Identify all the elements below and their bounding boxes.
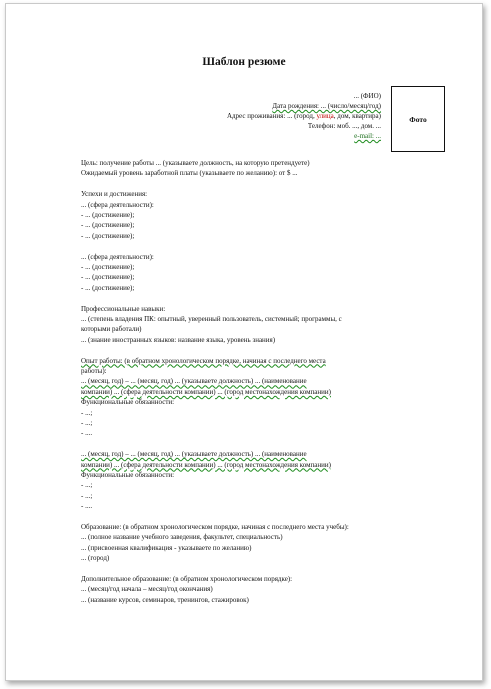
body-line	[81, 596, 451, 605]
body-line	[81, 336, 451, 345]
header-line	[126, 112, 381, 121]
body-line	[81, 377, 451, 386]
body-text: - ....	[81, 502, 93, 511]
body-text: - ... (достижение);	[81, 273, 135, 282]
body-text: - ... (достижение);	[81, 283, 135, 292]
body-line	[81, 575, 451, 584]
body-text: Успехи и достижения:	[81, 190, 148, 199]
body-line	[81, 533, 451, 542]
header-line	[126, 92, 381, 101]
body-line	[81, 419, 451, 428]
body-text: - ... (достижение);	[81, 263, 135, 271]
body-line	[81, 325, 451, 334]
body-line	[81, 315, 451, 324]
body-line	[81, 211, 451, 220]
body-line	[81, 305, 451, 314]
body-line	[81, 221, 451, 230]
photo-placeholder	[391, 86, 445, 152]
body-text: Функциональные обязанности:	[81, 471, 175, 479]
body-line	[81, 284, 451, 293]
body-line	[81, 585, 451, 594]
body-line	[81, 544, 451, 553]
header-text: ... (ФИО)	[353, 92, 381, 100]
body-text: Опыт работы: (в обратном хронологическом порядке, начиная с последнего места	[81, 356, 326, 365]
header-text: Адрес проживания: ... (город,	[226, 112, 317, 120]
header-line	[126, 122, 381, 131]
body-line	[81, 409, 451, 418]
body-text: Профессиональные навыки:	[81, 304, 166, 313]
body-text: - ...;	[81, 491, 93, 500]
body-line	[81, 159, 451, 168]
body-line	[81, 461, 451, 470]
body-line	[81, 388, 451, 397]
body-text: - ... (достижение);	[81, 211, 135, 219]
header-line	[126, 102, 381, 111]
body-text: - ... (достижение);	[81, 231, 135, 240]
body-text: ... (месяц, год) – ... (месяц, год) ... (указываете должность) ... (наименование	[81, 450, 307, 459]
body-line	[81, 502, 451, 511]
body-line	[81, 273, 451, 282]
body-text: ... (степень владения ПК: опытный, уверенный пользователь, системный; программы, с	[81, 315, 342, 323]
body-line	[81, 367, 451, 376]
body-text: ... (месяц, год) – ... (месяц, год) ... (указываете должность) ... (наименование	[81, 377, 307, 386]
body-line	[81, 169, 451, 178]
body-line	[81, 190, 451, 199]
body-text: работы):	[81, 367, 107, 375]
document-page	[5, 3, 483, 681]
header-text: улица	[316, 112, 334, 120]
body-text: которыми работали)	[81, 325, 142, 334]
body-line	[81, 554, 451, 563]
body-line	[81, 357, 451, 366]
body-line	[81, 481, 451, 490]
body-text: ... (название курсов, семинаров, тренингов, стажировок)	[81, 595, 249, 604]
body-text: ... (полное название учебного заведения, факультет, специальность)	[81, 533, 283, 542]
body-text: ... (сфера деятельности):	[81, 200, 154, 209]
body-text: Образование: (в обратном хронологическом порядке, начиная с последнего места учебы):	[81, 523, 349, 531]
body-text: - ...;	[81, 419, 93, 427]
header-text: , дом, квартира)	[333, 112, 381, 120]
body-line	[81, 398, 451, 407]
body-line	[81, 429, 451, 438]
body-text: - ...;	[81, 481, 93, 490]
body-text: Дополнительное образование: (в обратном хронологическом порядке):	[81, 575, 293, 583]
body-text: ... (месяц/год начала – месяц/год окончания)	[81, 585, 213, 594]
body-text: ... (знание иностранных языков: название языка, уровень знания)	[81, 335, 276, 344]
body-line	[81, 253, 451, 262]
body-line	[81, 471, 451, 480]
body-text: - ....	[81, 429, 93, 438]
body-text: - ... (достижение);	[81, 221, 135, 230]
body-line	[81, 232, 451, 241]
body-text: Ожидаемый уровень заработной платы (указываете по желанию): от $ ...	[81, 169, 298, 178]
header-line	[126, 132, 381, 141]
photo-label: Фото	[409, 114, 427, 124]
body-line	[81, 201, 451, 210]
body-text: компании) ... (сфера деятельности компании) ... (город местонахождения компании)	[81, 460, 331, 469]
body-text: Функциональные обязанности:	[81, 398, 175, 407]
body-line	[81, 492, 451, 501]
body-text: компании) ... (сфера деятельности компании) ... (город местонахождения компании)	[81, 387, 331, 396]
body-text: ... (город)	[81, 554, 110, 563]
body-line	[81, 263, 451, 272]
header-text: e-mail: ...	[354, 132, 381, 140]
document-title: Шаблон резюме	[202, 56, 286, 68]
body-line	[81, 450, 451, 459]
body-line	[81, 523, 451, 532]
body-text: ... (присвоенная квалификация - указываете по желанию)	[81, 543, 252, 552]
header-text: Дата рождения: ... (число/месяц/год)	[272, 102, 381, 110]
body-text: ... (сфера деятельности):	[81, 252, 154, 261]
body-text: - ...;	[81, 408, 93, 417]
header-text: Телефон: моб. ..., дом. ...	[307, 122, 381, 130]
body-text: Цель: получение работы ... (указываете должность, на которую претендуете)	[81, 159, 310, 167]
